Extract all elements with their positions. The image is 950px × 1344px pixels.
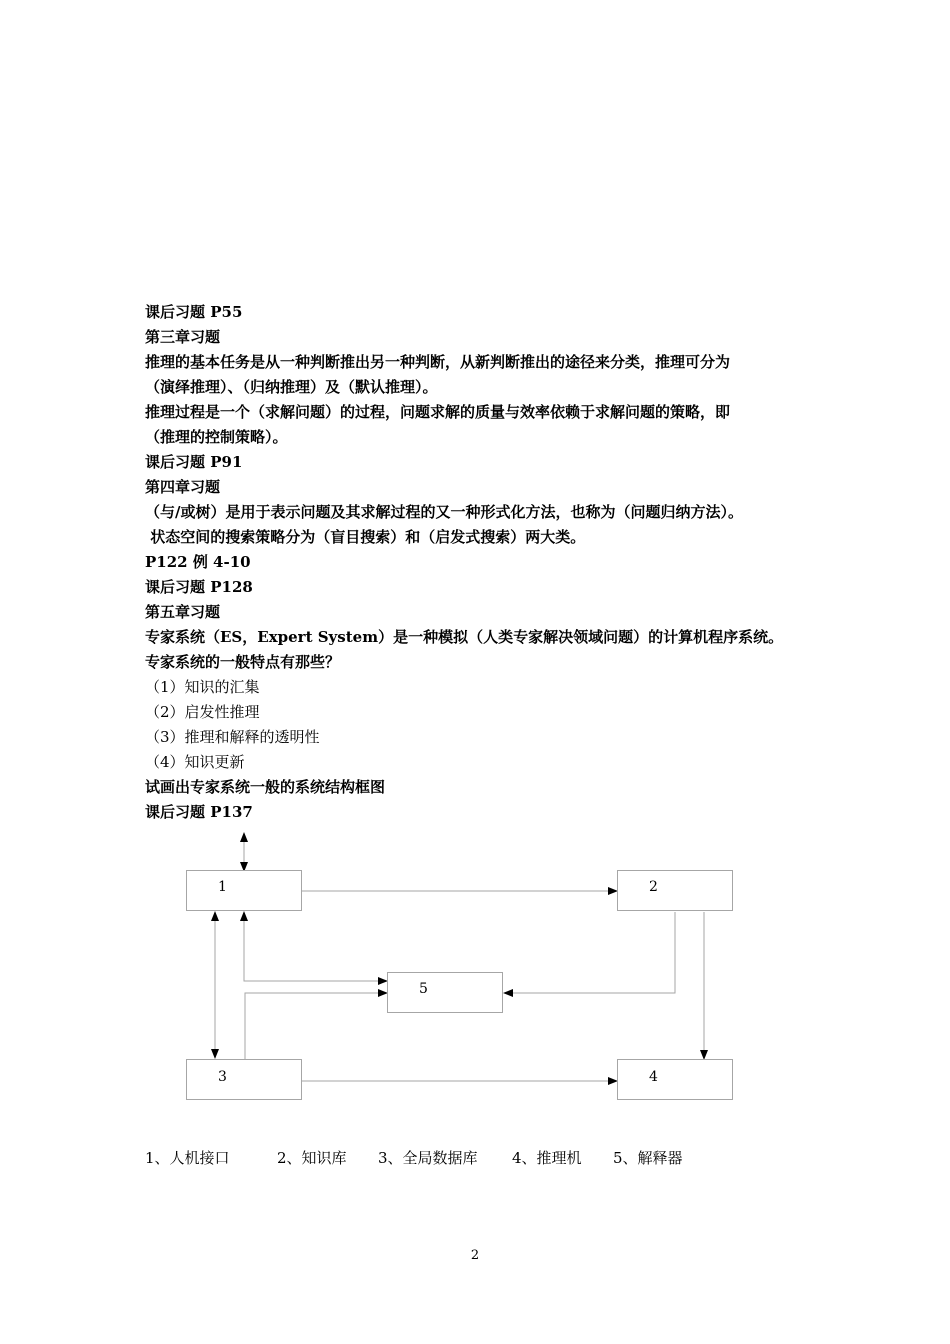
arrowhead-right: [378, 989, 388, 997]
paragraph-line: （与/或树）是用于表示问题及其求解过程的又一种形式化方法，也称为（问题归纳方法）。: [145, 503, 743, 521]
diagram-box-2: [618, 871, 733, 911]
paragraph-line: 状态空间的搜索策略分为（盲目搜索）和（启发式搜索）两大类。: [145, 528, 586, 546]
diagram-box-5: [388, 973, 503, 1013]
heading-exercise-p128: 课后习题 P128: [145, 578, 253, 596]
connector-2-to-5: [511, 912, 675, 993]
arrowhead-left: [503, 989, 513, 997]
connector-5-to-1: [244, 918, 380, 981]
box-label-3: 3: [218, 1069, 227, 1085]
legend-item-2: 2、知识库: [277, 1149, 347, 1167]
arrowhead-right: [608, 887, 618, 895]
box-label-2: 2: [649, 879, 658, 895]
list-item: （3）推理和解释的透明性: [145, 728, 320, 746]
arrowhead-up: [211, 911, 219, 921]
arrowhead-right: [608, 1077, 618, 1085]
connector-3-to-5: [245, 993, 380, 1059]
list-item: （2）启发性推理: [145, 703, 260, 721]
heading-chapter-3: 第三章习题: [145, 328, 221, 346]
heading-exercise-p91: 课后习题 P91: [145, 453, 243, 471]
question-line: 专家系统的一般特点有那些？: [145, 653, 341, 671]
page-number: 2: [470, 1248, 480, 1263]
arrowhead-down: [700, 1050, 708, 1060]
heading-exercise-p137: 课后习题 P137: [145, 803, 253, 821]
heading-chapter-4: 第四章习题: [145, 478, 221, 496]
box-label-4: 4: [649, 1069, 658, 1085]
legend-item-1: 1、人机接口: [145, 1149, 230, 1167]
list-item: （1）知识的汇集: [145, 678, 260, 696]
box-label-5: 5: [419, 981, 428, 997]
diagram-box-1: [187, 871, 302, 911]
arrowhead-up: [240, 832, 248, 842]
heading-chapter-5: 第五章习题: [145, 603, 221, 621]
paragraph-line: 专家系统（ES，Expert System）是一种模拟（人类专家解决领域问题）的计算机程序系统。: [145, 628, 784, 646]
arrowhead-down: [211, 1049, 219, 1059]
paragraph-line: 推理过程是一个（求解问题）的过程，问题求解的质量与效率依赖于求解问题的策略，即: [145, 403, 731, 421]
paragraph-line: （演绎推理）、（归纳推理）及（默认推理）。: [145, 378, 438, 396]
legend-item-5: 5、解释器: [613, 1149, 683, 1167]
legend-item-3: 3、全局数据库: [378, 1149, 478, 1167]
diagram-box-4: [618, 1060, 733, 1100]
diagram-box-3: [187, 1060, 302, 1100]
heading-exercise-p55: 课后习题 P55: [145, 303, 243, 321]
paragraph-line: 推理的基本任务是从一种判断推出另一种判断，从新判断推出的途径来分类，推理可分为: [145, 353, 731, 371]
legend-item-4: 4、推理机: [512, 1149, 582, 1167]
arrowhead-up: [240, 911, 248, 921]
question-line: 试画出专家系统一般的系统结构框图: [145, 778, 386, 796]
heading-example-p122: P122 例 4-10: [145, 553, 251, 571]
list-item: （4）知识更新: [145, 753, 245, 771]
arrowhead-right: [378, 977, 388, 985]
paragraph-line: （推理的控制策略）。: [145, 428, 288, 446]
box-label-1: 1: [218, 879, 227, 895]
